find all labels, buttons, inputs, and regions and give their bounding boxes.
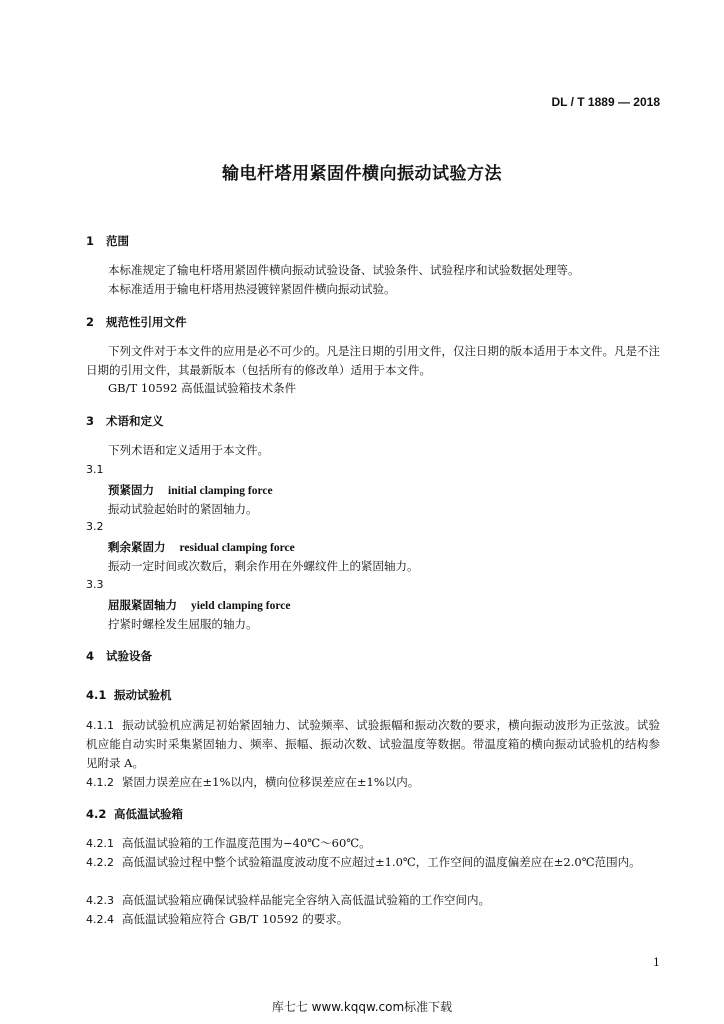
clause-text: 振动试验机应满足初始紧固轴力、试验频率、试验振幅和振动次数的要求，横向振动波形为正弦波。试验机应能自动实时采集紧固轴力、频率、振幅、振动次数、试验温度等数据。带温度箱的横向振动试验机的结构参见附录 A。: [86, 718, 660, 770]
term-definition: 振动一定时间或次数后，剩余作用在外螺纹件上的紧固轴力。: [108, 559, 419, 573]
section-4-heading: [86, 648, 152, 664]
term-zh: 剩余紧固力: [108, 540, 166, 554]
section-3-heading: [86, 413, 164, 429]
term-number: 3.2: [86, 520, 104, 533]
subsection-title: 振动试验机: [114, 688, 172, 702]
clause-number: 4.2.2: [86, 856, 114, 869]
section-title: 范围: [106, 234, 129, 248]
normative-reference: GB/T 10592 高低温试验箱技术条件: [108, 381, 297, 395]
clause-text: 高低温试验箱的工作温度范围为−40℃～60℃。: [122, 836, 371, 850]
term-definition: 拧紧时螺栓发生屈服的轴力。: [108, 617, 258, 631]
page-number: 1: [653, 956, 660, 969]
clause-number: 4.2.3: [86, 894, 114, 907]
footer-watermark: 库七七 www.kqqw.com标准下载: [271, 1000, 453, 1014]
clause-4-1-1: [86, 716, 660, 773]
term-zh: 屈服紧固轴力: [108, 598, 177, 612]
term-en: yield clamping force: [191, 600, 291, 612]
paragraph: 本标准规定了输电杆塔用紧固件横向振动试验设备、试验条件、试验程序和试验数据处理等。: [108, 263, 580, 277]
document-title: 输电杆塔用紧固件横向振动试验方法: [222, 164, 502, 184]
section-number: 3: [86, 414, 95, 428]
section-number: 1: [86, 234, 95, 248]
section-title: 试验设备: [106, 649, 152, 663]
term-entry: [108, 482, 273, 498]
clause-text: 紧固力误差应在±1%以内，横向位移误差应在±1%以内。: [122, 775, 420, 789]
section-1-heading: [86, 233, 129, 249]
clause-text: 高低温试验过程中整个试验箱温度波动度不应超过±1.0℃，工作空间的温度偏差应在±2.0℃范围内。: [122, 855, 641, 869]
subsection-4-2-heading: [86, 806, 183, 822]
subsection-4-1-heading: [86, 687, 172, 703]
paragraph: 下列文件对于本文件的应用是必不可少的。凡是注日期的引用文件，仅注日期的版本适用于本文件。凡是不注日期的引用文件，其最新版本（包括所有的修改单）适用于本文件。: [86, 344, 660, 377]
term-number: 3.3: [86, 578, 104, 591]
term-en: initial clamping force: [168, 485, 273, 497]
clause-4-2-3: [86, 891, 660, 910]
subsection-number: 4.2: [86, 807, 107, 821]
subsection-title: 高低温试验箱: [114, 807, 183, 821]
paragraph: 本标准适用于输电杆塔用热浸镀锌紧固件横向振动试验。: [108, 282, 396, 296]
term-entry: [108, 539, 295, 555]
clause-number: 4.1.1: [86, 719, 114, 732]
term-en: residual clamping force: [179, 542, 295, 554]
clause-number: 4.1.2: [86, 776, 114, 789]
section-number: 4: [86, 649, 95, 663]
standard-code: DL / T 1889 — 2018: [551, 95, 660, 109]
section-title: 术语和定义: [106, 414, 164, 428]
subsection-number: 4.1: [86, 688, 107, 702]
term-zh: 预紧固力: [108, 483, 154, 497]
clause-4-2-4: [86, 910, 660, 929]
term-entry: [108, 597, 290, 613]
section-number: 2: [86, 315, 95, 329]
clause-number: 4.2.4: [86, 913, 114, 926]
clause-4-2-1: [86, 834, 660, 853]
clause-text: 高低温试验箱应确保试验样品能完全容纳入高低温试验箱的工作空间内。: [122, 893, 490, 907]
term-definition: 振动试验起始时的紧固轴力。: [108, 502, 258, 516]
clause-text: 高低温试验箱应符合 GB/T 10592 的要求。: [122, 912, 349, 926]
section-title: 规范性引用文件: [106, 315, 187, 329]
clause-4-1-2: [86, 773, 660, 792]
term-number: 3.1: [86, 463, 104, 476]
section-2-heading: [86, 314, 187, 330]
clause-number: 4.2.1: [86, 837, 114, 850]
clause-4-2-2: [86, 853, 660, 872]
paragraph: 下列术语和定义适用于本文件。: [108, 443, 269, 457]
